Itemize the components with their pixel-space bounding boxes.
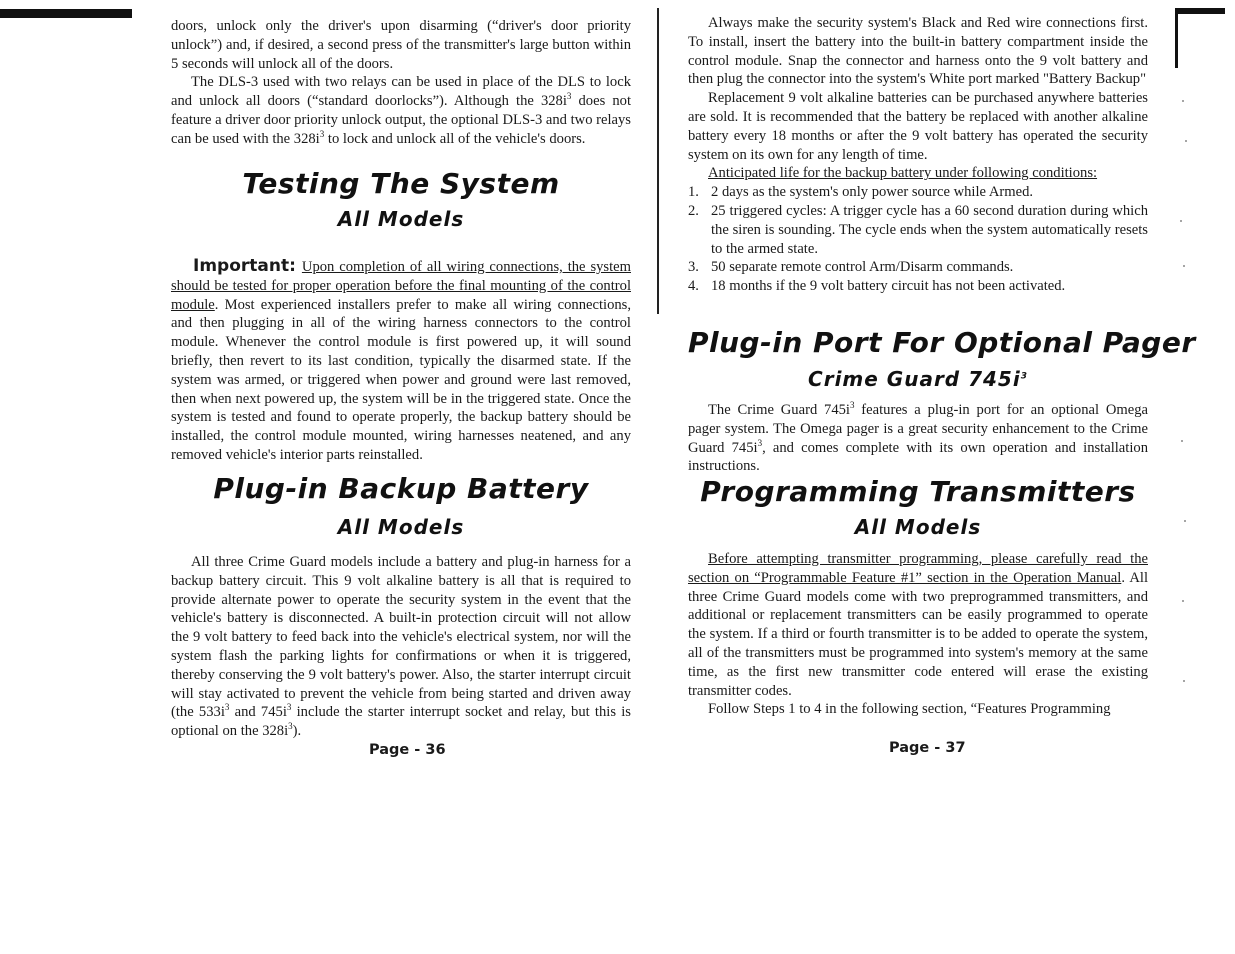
backup-heading: Plug-in Backup Battery	[213, 472, 589, 505]
superscript: 3	[286, 702, 292, 713]
pager-subheading-text: Crime Guard 745i	[808, 367, 1021, 391]
battery-life-heading	[688, 164, 1148, 183]
superscript: 3	[319, 128, 325, 139]
list-item-number: 3.	[688, 259, 699, 276]
superscript: 3	[757, 437, 763, 448]
battery-life-list	[688, 183, 1148, 296]
list-item-text: 50 separate remote control Arm/Disarm commands.	[711, 259, 1014, 276]
pager-p1-part-b: features a plug-in port for an optional Omega pager system. The Omega pager is a great security enhancement to the Crime Guard 745i	[688, 402, 1149, 456]
backup-p1-part-b: and 745i	[229, 704, 287, 721]
list-item-text: 2 days as the system's only power source while Armed.	[711, 184, 1034, 201]
scan-speck	[1182, 600, 1184, 602]
list-item-number: 4.	[688, 278, 699, 295]
intro-paragraph-2	[171, 73, 631, 148]
battery-text	[688, 14, 1148, 296]
pager-heading: Plug-in Port For Optional Pager	[688, 326, 1196, 359]
important-underlined-text: Upon completion of all wiring connections, the system should be tested for proper operation before the final mounting of the control module	[171, 259, 631, 313]
scan-speck	[1183, 265, 1185, 267]
programming-subheading: All Models	[854, 515, 982, 539]
scan-speck	[1185, 140, 1187, 142]
programming-underlined-text: Before attempting transmitter programming, please carefully read the section on “Programmable Feature #1” section in the Operation Manual	[688, 551, 1148, 586]
pager-p1-part-a: The Crime Guard 745i	[708, 402, 850, 418]
testing-paragraph	[171, 257, 631, 465]
battery-paragraph-1: Always make the security system's Black and Red wire connections first. To install, insert the battery into the built-in battery compartment inside the control module. Snap the connector and harness onto the 9 volt battery and then plug the connector into the system's White port marked "Battery Backup"	[688, 15, 1148, 88]
programming-paragraph-2: Follow Steps 1 to 4 in the following section, “Features Programming	[708, 701, 1111, 718]
scan-speck	[1181, 440, 1183, 442]
testing-text	[171, 257, 631, 465]
programming-text-rest: . All three Crime Guard models come with two preprogrammed transmitters, and additional or replacement transmitters can be easily programmed to operate the system. If a third or fourth transmitter is to be added to operate the system, all of the transmitters must be programmed into system's memory at the same time, as the first new transmitter code entered will erase the existing transmitter codes.	[688, 569, 1148, 699]
intro-p2-part-a: The DLS-3 used with two relays can be used in place of the DLS to lock and unlock all doors (“standard doorlocks”). Although the 328i	[171, 74, 631, 110]
page-number-left: Page - 36	[369, 742, 446, 758]
list-item-text: 18 months if the 9 volt battery circuit has not been activated.	[711, 278, 1066, 295]
intro-p2-part-b: does not feature a driver door priority unlock output, the optional DLS-3 and two relays can be used with the 328i	[171, 93, 631, 147]
programming-heading: Programming Transmitters	[700, 475, 1136, 508]
scan-corner-mark	[1175, 8, 1225, 14]
page-divider	[657, 8, 659, 314]
list-item	[688, 202, 1148, 258]
programming-paragraph-1	[688, 550, 1148, 700]
pager-subheading	[688, 367, 1148, 391]
superscript: 3	[288, 721, 293, 732]
important-text: . Most experienced installers prefer to make all wiring connections, and then plugging in all of the wiring harness connectors to the control module. Whenever the control module is first powered up, it will sound briefly, then revert to its last condition, typically the disarmed state. If the system was armed, or triggered when power and ground were last removed, then when next powered up, the system will be in the triggered state. Once the system is tested and found to operate properly, the backup battery should be installed, the control module mounted, wiring harnesses neatened, and any removed vehicle's interior parts reinstalled.	[171, 296, 631, 463]
backup-text	[171, 553, 631, 741]
scan-corner-mark-vertical	[1175, 8, 1178, 68]
scan-speck	[1183, 680, 1185, 682]
programming-text	[688, 550, 1148, 719]
scan-speck	[1184, 520, 1186, 522]
intro-p2-part-c: to lock and unlock all of the vehicle's doors.	[324, 130, 586, 147]
superscript: 3	[566, 91, 572, 102]
superscript: 3	[1020, 371, 1028, 382]
list-item	[688, 277, 1148, 296]
scan-edge-bar	[0, 9, 132, 18]
battery-paragraph-2: Replacement 9 volt alkaline batteries can be purchased anywhere batteries are sold. It is recommended that the battery be replaced with another alkaline battery every 18 months or after the 9 volt battery has operated the security system on its own for any length of time.	[688, 90, 1148, 163]
backup-paragraph	[171, 553, 631, 741]
backup-p1-part-d: ).	[292, 723, 302, 740]
important-label: Important:	[193, 256, 296, 276]
list-item-text: 25 triggered cycles: A trigger cycle has a 60 second duration during which the siren is sounding. The cycle ends when the system automatically resets to the armed state.	[711, 202, 1148, 257]
pager-paragraph	[688, 401, 1148, 476]
superscript: 3	[850, 400, 855, 411]
testing-heading: Testing The System	[242, 167, 560, 200]
battery-life-heading-text: Anticipated life for the backup battery under following conditions:	[708, 165, 1098, 182]
pager-p1-part-c: , and comes complete with its own operation and installation instructions.	[688, 439, 1148, 475]
list-item	[688, 183, 1148, 202]
scan-speck	[1182, 100, 1184, 102]
list-item-number: 1.	[688, 184, 699, 201]
testing-subheading: All Models	[337, 207, 465, 231]
scan-speck	[1180, 220, 1182, 222]
backup-subheading: All Models	[337, 515, 465, 539]
superscript: 3	[224, 702, 230, 713]
intro-paragraph-1: doors, unlock only the driver's upon disarming (“driver's door priority unlock”) and, if desired, a second press of the transmitter's large button within 5 seconds will unlock all of the doors.	[171, 18, 631, 72]
pager-text	[688, 401, 1148, 476]
backup-p1-part-c: include the starter interrupt socket and relay, but this is optional on the 328i	[171, 704, 631, 740]
intro-text	[171, 17, 631, 149]
list-item-number: 2.	[688, 202, 699, 219]
list-item	[688, 258, 1148, 277]
backup-p1-part-a: All three Crime Guard models include a battery and plug-in harness for a backup battery circuit. This 9 volt alkaline battery is all that is required to provide alternate power to operate the security system in the event that the vehicle's battery is disconnected. A built-in protection circuit will not allow the 9 volt battery to feed back into the vehicle's electrical system, nor will the system flash the parking lights for confirmations or when it is triggered, thereby conserving the 9 volt battery's power. Also, the starter interrupt circuit will stay activated to prevent the vehicle from being started and driven away (the 533i	[171, 554, 631, 721]
page-number-right: Page - 37	[889, 740, 966, 756]
